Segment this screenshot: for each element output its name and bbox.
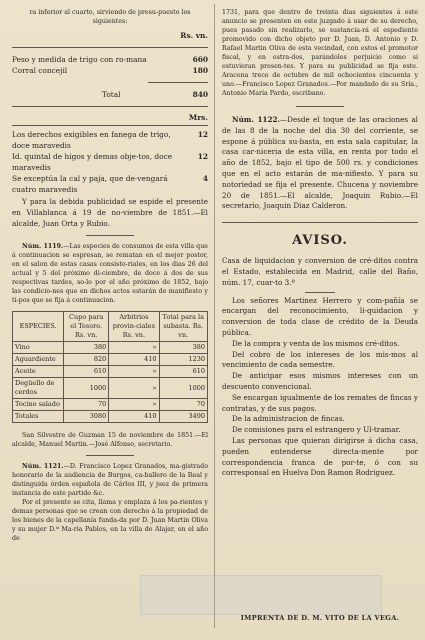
- rule: [12, 47, 208, 48]
- aviso-item: De la compra y venta de los mismos cré-ditos.: [232, 338, 400, 348]
- column-divider: [214, 4, 215, 628]
- separator-rule: [86, 235, 134, 236]
- table1-row: Corral concejil 180: [12, 66, 208, 75]
- continuation-text: 1731, para que dentro de treinta dias siguientes á este anuncio se presenten en este juzgado á usar de su derecho, pues pasado sin realizarlo, se sustancia-rá el espediente promovido con dicho objeto por D. Juan, D. Antonio y D. Rafael Martin Oliva de esta vecindad, con estos el promotor fiscal, y en estra-dos, parándoles perjuicio como si estuvieran presen-tes. Y para su publicidad se fija este. Aracena trece de octubre de mil ochocientos cincuenta y uno.—Francisco Lopez Granados.—Por mandado de su Sría., Antonio María Pardo, escribano.: [222, 9, 418, 97]
- imprint-line: IMPRENTA DE D. M. VITO DE LA VEGA.: [240, 614, 400, 622]
- closing-paragraph-1: Y para la debida publicidad se espide el presente en Villablanca á 19 de no-viembre de 1851.—El alcalde, Juan Orta y Rubio.: [12, 197, 208, 228]
- table-total-row: Totales 3080 410 3490: [13, 411, 208, 423]
- table-header: ESPECIES.: [13, 312, 64, 342]
- aviso-item: Del cobro de los intereses de los mis-mos al vencimiento de cada semestre.: [222, 349, 418, 370]
- aviso-item: De comisiones para el estrangero y Ul-tramar.: [232, 425, 401, 435]
- rule: [12, 125, 208, 126]
- intro-text: ra inferior al cuarto, sirviendo de presu-puesto los siguientes:: [29, 9, 191, 25]
- rule: [12, 106, 208, 107]
- table1-total: Total 840: [102, 90, 208, 99]
- table-row: Vino 380 » 380: [13, 342, 208, 354]
- table1-row: Peso y medida de trigo con ro-mana 660: [12, 55, 208, 64]
- aviso-intro: Casa de liquidacion y conversion de cré-ditos contra el Estado, establecida en Madrid, calle del Baño, núm. 17, cuar-to 3.º: [222, 256, 418, 287]
- table-row: Tocino salado 70 » 70: [13, 399, 208, 411]
- aviso-item: Se encargan igualmente de los remates de fincas y contratas, y de sus pagos.: [222, 392, 418, 413]
- closing-paragraph-2: San Silvestre de Guzman 15 de noviembre de 1851.—El alcalde, Manuel Martin.—José Alfonso, secretario.: [12, 432, 208, 449]
- tax-row: Se exceptúa la cal y paja, que de-vengará cuatro maravedis 4: [12, 174, 208, 194]
- table-row: Degüello de cerdos 1000 » 1000: [13, 378, 208, 399]
- separator-rule: [86, 455, 134, 456]
- rule: [148, 82, 208, 83]
- mrs-heading: Mrs.: [188, 113, 208, 122]
- right-column: [222, 0, 418, 640]
- aviso-item: De la administracion de fincas.: [232, 414, 345, 424]
- left-column: [12, 0, 208, 640]
- table-header: Arbitrios provin-ciales Rs. vn.: [109, 312, 159, 342]
- table-row: Aguardiente 820 410 1230: [13, 354, 208, 366]
- separator-rule: [305, 292, 335, 293]
- notice-1121: Núm. 1121.—D. Francisco Lopez Granados, ma-gistrado honorario de la audiencia de Burgos, ca-ballero de la Real y distinguida órden española de Cárlos III, y juez de primera instancia de este partido &c.: [12, 463, 208, 498]
- aviso-paragraph: Los señores Martinez Herrero y com-pañía se encargan del reconocimiento, li-quidacion y conversion de toda clase de crédito de la Deuda pública.: [222, 295, 418, 337]
- tax-row: Id. quintal de higos y demas obje-tos, doce maravedis 12: [12, 152, 208, 172]
- aviso-item: De anticipar esos mismos intereses con un descuento convencional.: [222, 371, 418, 391]
- notice-1121-body: Por el presente se cita, llama y emplaza á los pa-rientes y demas personas que se crean con derecho á la propiedad de los bienes de la capellanía funda-da por D. Juan Martin Oliva y su mujer D.ª Ma-ria Pablos, en la villa de Alajar, en el año de: [12, 499, 208, 543]
- notice-1122: Núm. 1122.—Desde el toque de las oraciones al de las 8 de la noche del dia 30 del corriente, se espone á pública su-basta, en esta sala capitular, la casa car-niceria de esta villa, en renta por todo el año de 1852, bajo el tipo de 500 rs. y condiciones que en el acto estarán de ma-nifiesto. Y para su notoriedad se fija el presente. Chucena y noviembre 20 de 1851.—El alcalde, Joaquin Rubio.—El secretario, Joaquin Diaz Calderon.: [222, 115, 418, 211]
- rule: [222, 222, 418, 223]
- aviso-title: AVISO.: [292, 233, 348, 249]
- separator-rule: [296, 106, 344, 107]
- table-header: Cupo para el Tesoro. Rs. vn.: [64, 312, 109, 342]
- aviso-closing: Las personas que quieran dirigirse á dicha casa, pueden entenderse directa-mente por correspondencia franca de por-te, ó con su corresponsal en Huelva Don Ramon Rodriguez.: [222, 435, 418, 478]
- library-stamp: [140, 575, 382, 615]
- consumption-table: [12, 311, 208, 423]
- table1-header: Rs. vn.: [180, 31, 208, 40]
- table-row: Aceite 610 » 610: [13, 366, 208, 378]
- table-header: Total para la subasta. Rs. vn.: [159, 312, 207, 342]
- tax-row: Los derechos exigibles en fanega de trigo, doce maravedis 12: [12, 130, 208, 150]
- notice-1119: Núm. 1119.—Las especies de consumos de esta villa que á continuacion se espresan, se rematan en el mejor postor, en el salon de estas casas consisto-riales, en los dias 26 del actual y 5 del próximo di-ciembre, de doce á dos de sus respectivas tardes, so-lo por el año próximo de 1852, bajo las condicio-nes que en dichos actos estarán de manifiesto y ti-pos que se fija á continuacion.: [12, 243, 208, 305]
